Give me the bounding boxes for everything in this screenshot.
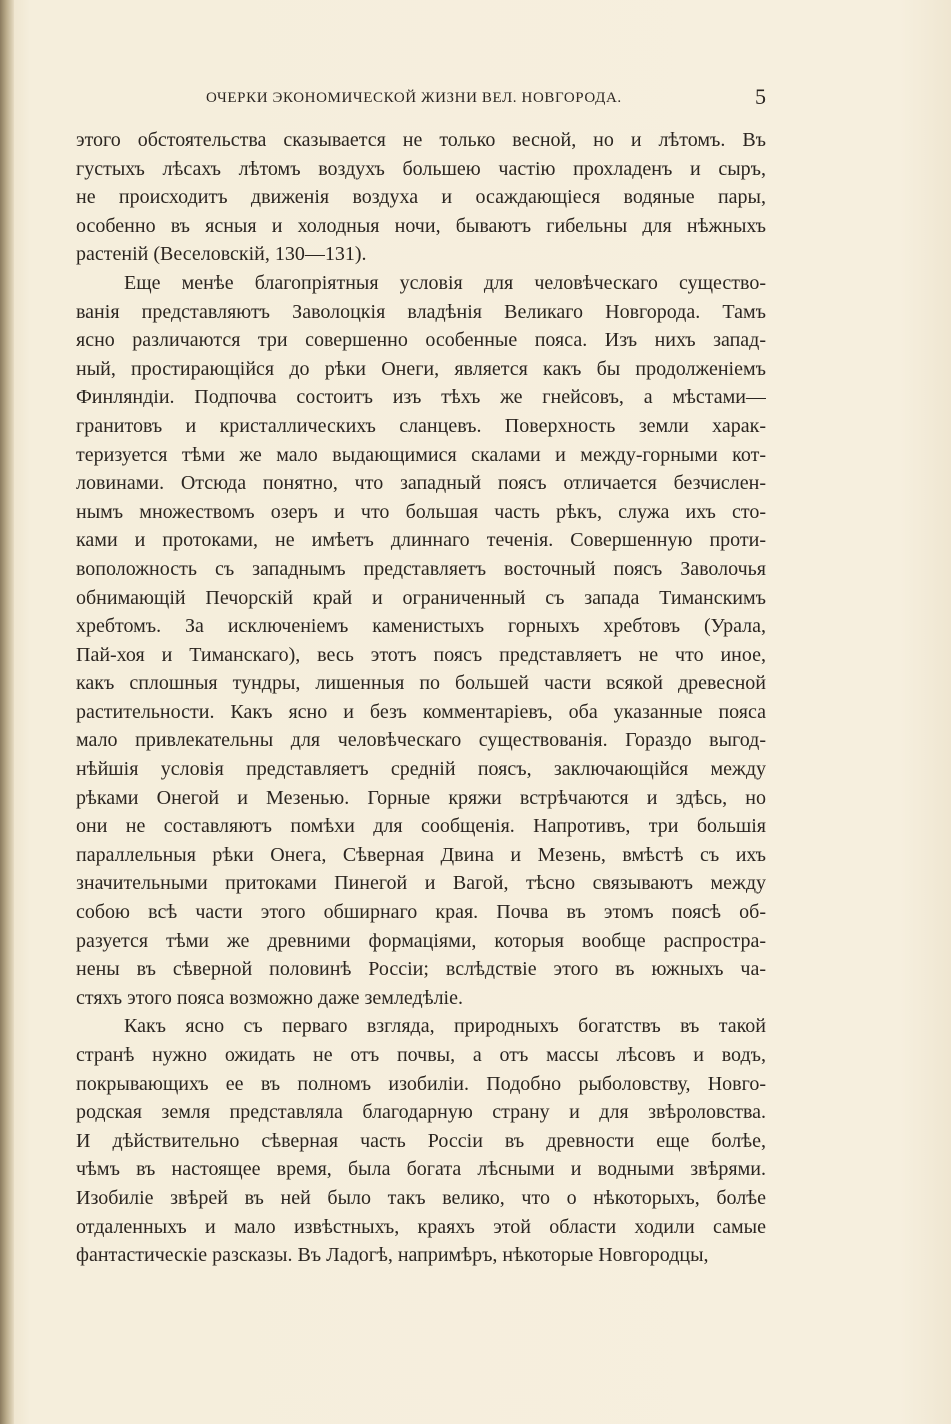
text-line: теризуется тѣми же мало выдающимися скалами и между-горными кот- — [76, 443, 766, 466]
text-line: они не составляютъ помѣхи для сообщенія. Напротивъ, три большія — [76, 815, 766, 838]
text-line: чѣмъ въ настоящее время, была богата лѣсными и водными звѣрями. — [76, 1158, 766, 1181]
body-text — [76, 126, 766, 1270]
text-line: ясно различаются три совершенно особенные пояса. Изъ нихъ запад- — [76, 329, 766, 352]
book-spine-shadow — [0, 0, 14, 1424]
text-line: не происходитъ движенія воздуха и осаждающіеся водяные пары, — [76, 186, 766, 209]
text-line: нены въ сѣверной половинѣ Россіи; вслѣдствіе этого въ южныхъ ча- — [76, 958, 766, 981]
text-line: ками и протоками, не имѣетъ длиннаго теченія. Совершенную проти- — [76, 529, 766, 552]
text-line: странѣ нужно ожидать не отъ почвы, а отъ массы лѣсовъ и водъ, — [76, 1044, 766, 1066]
text-line: родская земля представляла благодарную страну и для звѣроловства. — [76, 1101, 766, 1124]
text-line: отдаленныхъ и мало извѣстныхъ, краяхъ этой области ходили самые — [76, 1215, 766, 1238]
text-line: разуется тѣми же древними формаціями, которыя вообще распростра- — [76, 929, 766, 952]
text-line: Пай-хоя и Тиманскаго), весь этотъ поясъ представляетъ не что иное, — [76, 643, 766, 666]
text-line: Какъ ясно съ перваго взгляда, природныхъ богатствъ въ такой — [124, 1015, 766, 1038]
text-line: Еще менѣе благопріятныя условія для человѣческаго существо- — [124, 271, 766, 294]
text-line: нымъ множествомъ озеръ и что большая часть рѣкъ, служа ихъ сто- — [76, 500, 766, 523]
text-line: собою всѣ части этого обширнаго края. Почва въ этомъ поясѣ об- — [76, 901, 766, 924]
text-line: стяхъ этого пояса возможно даже земледѣліе. — [76, 986, 463, 1009]
paragraph — [76, 126, 766, 269]
page-number: 5 — [755, 84, 766, 109]
text-line: нѣйшія условія представляетъ средній поясъ, заключающійся между — [76, 758, 766, 781]
paragraph — [76, 269, 766, 1012]
paragraph — [76, 1012, 766, 1269]
text-line: Финляндіи. Подпочва состоитъ изъ тѣхъ же гнейсовъ, а мѣстами— — [76, 386, 766, 409]
text-line: густыхъ лѣсахъ лѣтомъ воздухъ большею частію прохладенъ и сыръ, — [76, 157, 766, 180]
text-line: хребтомъ. За исключеніемъ каменистыхъ горныхъ хребтовъ (Урала, — [76, 615, 766, 638]
text-line: гранитовъ и кристаллическихъ сланцевъ. Поверхность земли харак- — [76, 414, 766, 437]
text-line: И дѣйствительно сѣверная часть Россіи въ древности еще болѣе, — [76, 1129, 766, 1152]
text-line: фантастическіе разсказы. Въ Ладогѣ, напримѣръ, нѣкоторые Новгородцы, — [76, 1244, 709, 1267]
text-line: ный, простирающійся до рѣки Онеги, является какъ бы продолженіемъ — [76, 357, 766, 380]
text-line: значительными притоками Пинегой и Вагой, тѣсно связываютъ между — [76, 872, 766, 895]
text-line: ловинами. Отсюда понятно, что западный поясъ отличается безчислен- — [76, 472, 766, 495]
text-line: Изобиліе звѣрей въ ней было такъ велико, что о нѣкоторыхъ, болѣе — [76, 1186, 766, 1209]
running-title: ОЧЕРКИ ЭКОНОМИЧЕСКОЙ ЖИЗНИ ВЕЛ. НОВГОРОДА. — [206, 90, 622, 106]
text-line: покрывающихъ ее въ полномъ изобиліи. Подобно рыболовству, Новго- — [76, 1072, 766, 1095]
text-line: воположность съ западнымъ представляетъ восточный поясъ Заволочья — [76, 557, 766, 580]
text-line: особенно въ ясныя и холодныя ночи, бываютъ гибельны для нѣжныхъ — [76, 214, 766, 237]
text-line: растеній (Веселовскій, 130—131). — [76, 243, 367, 266]
text-line: этого обстоятельства сказывается не только весной, но и лѣтомъ. Въ — [76, 129, 766, 151]
text-line: какъ сплошныя тундры, лишенныя по большей части всякой древесной — [76, 672, 766, 695]
text-line: мало привлекательны для человѣческаго существованія. Гораздо выгод- — [76, 729, 766, 752]
text-line: параллельныя рѣки Онега, Сѣверная Двина и Мезень, вмѣстѣ съ ихъ — [76, 843, 766, 866]
text-line: рѣками Онегой и Мезенью. Горные кряжи встрѣчаются и здѣсь, но — [76, 786, 766, 809]
page-header — [76, 84, 766, 114]
text-line: растительности. Какъ ясно и безъ комментаріевъ, оба указанные пояса — [76, 700, 766, 723]
text-line: обнимающій Печорскій край и ограниченный съ запада Тиманскимъ — [76, 586, 766, 609]
text-line: ванія представляютъ Заволоцкія владѣнія Великаго Новгорода. Тамъ — [76, 300, 766, 323]
